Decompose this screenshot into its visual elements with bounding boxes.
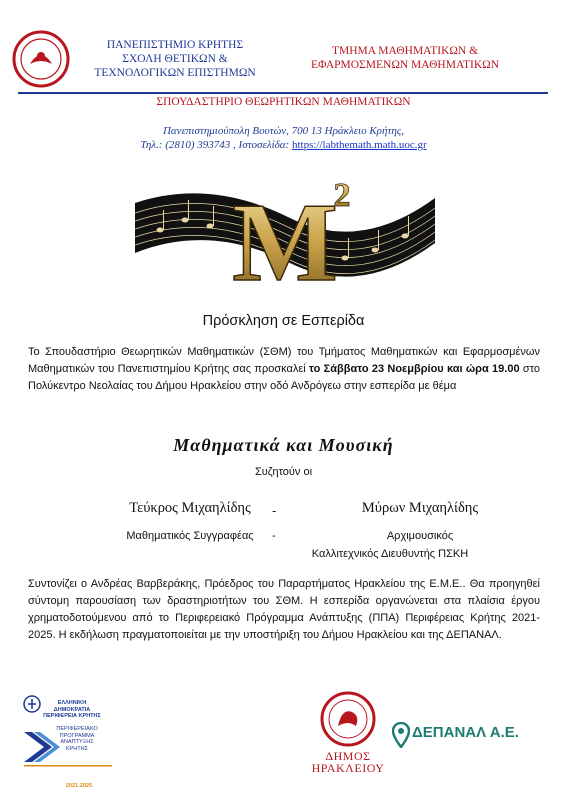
speaker-role: Αρχιμουσικός	[386, 530, 454, 542]
header-divider	[18, 92, 548, 94]
invitation-title: Πρόσκληση σε Εσπερίδα	[202, 313, 365, 329]
contact-line	[0, 138, 567, 152]
event-datetime: το Σάββατο 23 Νοεμβρίου και ώρα 19.00	[309, 363, 520, 375]
municipality-line: ΔΗΜΟΣ	[325, 749, 371, 763]
speaker-role: Μαθηματικός Συγγραφέας	[126, 530, 254, 542]
program-line: ΠΕΡΙΦΕΡΕΙΑΚΟ	[56, 726, 98, 732]
speaker-name: Τεύκρος Μιχαηλίδης	[129, 500, 251, 516]
university-name	[75, 38, 275, 80]
university-line: ΠΑΝΕΠΙΣΤΗΜΙΟ ΚΡΗΤΗΣ	[106, 39, 244, 51]
government-line: ΔΗΜΟΚΡΑΤΙΑ	[53, 706, 91, 713]
closing-paragraph: Συντονίζει ο Ανδρέας Βαρβεράκης, Πρόεδρος του Παραρτήματος Ηρακλείου της Ε.Μ.Ε.. Θα προηγηθεί σύντομη παρουσίαση των δραστηριοτήτων του ΣΘΜ. Η εσπερίδα οργανώνεται στα πλαίσια έργου χρηματοδοτούμενου από το Περιφερειακό Πρόγραμμα Ανάπτυξης (ΠΠΑ) Περιφέρειας Κρήτης 2021-2025. Η εκδήλωση πραγματοποιείται με την υποστήριξη του Δήμου Ηρακλείου και της ΔΕΠΑΝΑΛ.	[28, 578, 540, 641]
intro-text: στο Πολύκεντρο Νεολαίας του Δήμου Ηρακλείου στην οδό Ανδρόγεω στην εσπερίδα με θέμα	[28, 363, 540, 392]
speaker-name: Μύρων Μιχαηλίδης	[361, 500, 479, 516]
department-name	[280, 44, 530, 72]
address-block	[0, 124, 567, 152]
logo-superscript: 2	[333, 177, 351, 214]
program-label	[42, 726, 112, 752]
intro-paragraph	[28, 344, 540, 395]
program-line: ΚΡΗΤΗΣ	[65, 745, 89, 752]
website-link[interactable]: https://labthemath.math.uoc.gr	[291, 139, 427, 151]
address-line: Πανεπιστημιούπολη Βουτών, 700 13 Ηράκλειο Κρήτης,	[162, 125, 405, 137]
program-line: ΑΝΑΠΤΥΞΗΣ	[60, 739, 94, 745]
department-line: ΕΦΑΡΜΟΣΜΕΝΩΝ ΜΑΘΗΜΑΤΙΚΩΝ	[310, 59, 500, 71]
intro-text: Το Σπουδαστήριο Θεωρητικών Μαθηματικών (ΣΘΜ) του Τμήματος Μαθηματικών και Εφαρμοσμένων Μαθηματικών του Πανεπιστημίου Κρήτης σας προσκαλεί	[28, 346, 540, 375]
school-line: ΤΕΧΝΟΛΟΓΙΚΩΝ ΕΠΙΣΤΗΜΩΝ	[94, 67, 256, 79]
speakers-intro: Συζητούν οι	[254, 466, 313, 478]
logo-letter: M	[232, 181, 338, 305]
program-years: 2021-2025	[65, 783, 93, 789]
speaker-separator: -	[272, 503, 277, 518]
lab-title: ΣΠΟΥΔΑΣΤΗΡΙΟ ΘΕΩΡΗΤΙΚΩΝ ΜΑΘΗΜΑΤΙΚΩΝ	[156, 96, 411, 108]
math-music-logo	[130, 158, 440, 308]
phone-text: Τηλ.: (2810) 393743 , Ιστοσελίδα:	[140, 139, 292, 151]
depanal-logo-text: ΔΕΠΑΝΑΛ Α.Ε.	[412, 724, 519, 741]
department-line: ΤΜΗΜΑ ΜΑΘΗΜΑΤΙΚΩΝ &	[331, 45, 479, 57]
municipality-name	[300, 750, 396, 774]
school-line: ΣΧΟΛΗ ΘΕΤΙΚΩΝ &	[122, 53, 228, 65]
location-pin-icon	[392, 722, 410, 748]
event-title: Μαθηματικά και Μουσική	[173, 435, 394, 455]
program-line: ΠΡΟΓΡΑΜΜΑ	[59, 732, 95, 739]
government-line: ΕΛΛΗΝΙΚΗ	[57, 700, 87, 706]
municipality-seal-icon	[318, 690, 378, 748]
role-separator: -	[272, 530, 276, 542]
university-seal-icon	[12, 30, 70, 88]
region-line: ΠΕΡΙΦΕΡΕΙΑ ΚΡΗΤΗΣ	[43, 713, 101, 719]
municipality-line: ΗΡΑΚΛΕΙΟΥ	[311, 761, 385, 775]
government-label	[42, 700, 102, 720]
speaker-role: Καλλιτεχνικός Διευθυντής ΠΣΚΗ	[311, 548, 469, 560]
